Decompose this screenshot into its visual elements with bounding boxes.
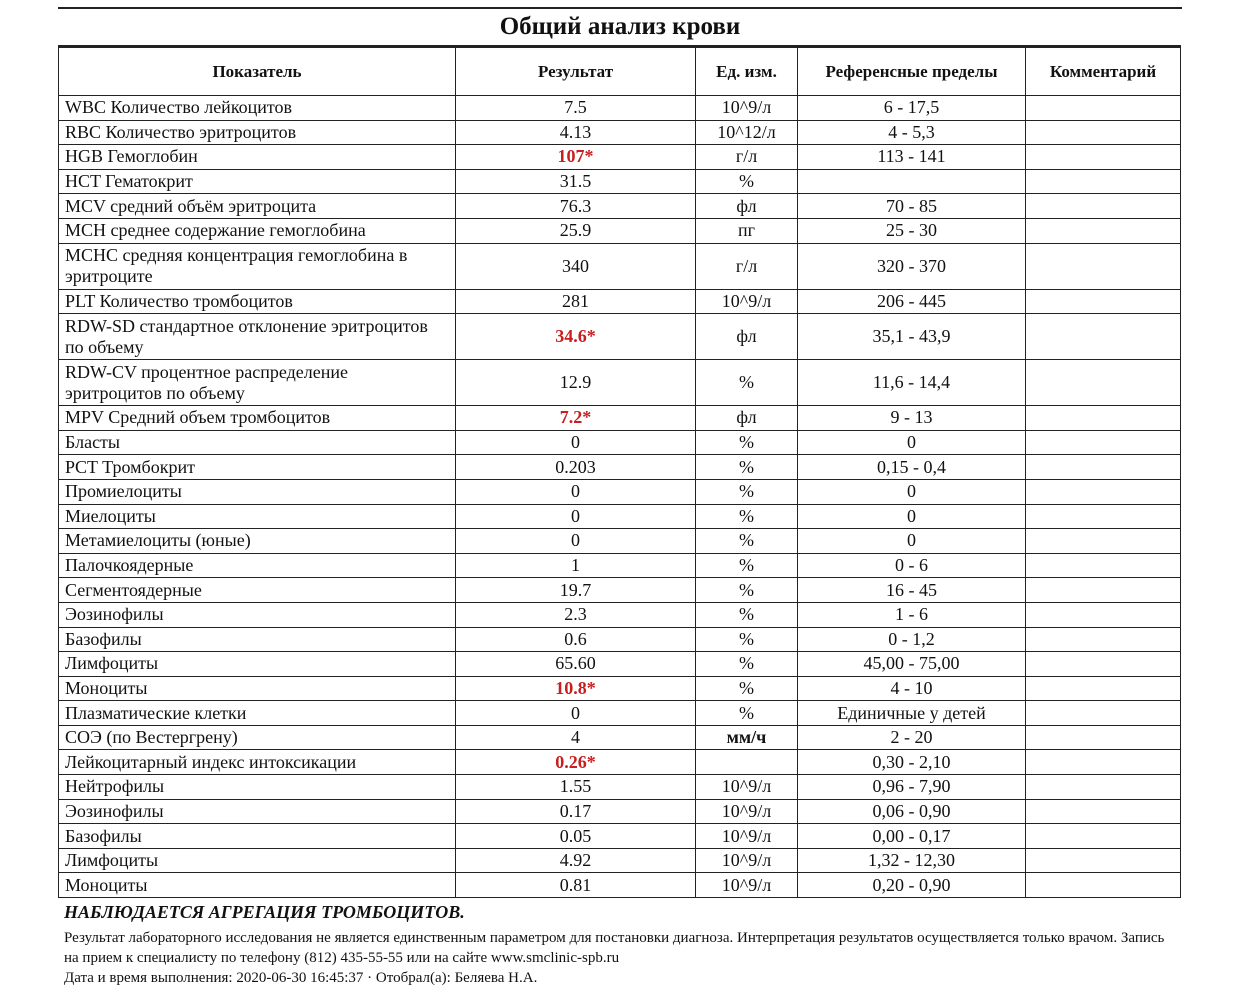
results-body — [59, 96, 1181, 898]
comment-cell — [1026, 725, 1181, 750]
results-table — [58, 45, 1181, 898]
column-header-comment: Комментарий — [1026, 47, 1181, 96]
reference-range-cell: 0 — [798, 529, 1026, 554]
reference-range-cell: 113 - 141 — [798, 145, 1026, 170]
result-cell: 65.60 — [456, 652, 696, 677]
table-row — [59, 602, 1181, 627]
param-cell: MCHC средняя концентрация гемоглобина в эритроците — [59, 243, 456, 289]
table-row — [59, 775, 1181, 800]
reference-range-cell: 9 - 13 — [798, 406, 1026, 431]
comment-cell — [1026, 314, 1181, 360]
table-row — [59, 676, 1181, 701]
param-cell: Плазматические клетки — [59, 701, 456, 726]
param-cell: Базофилы — [59, 627, 456, 652]
result-cell: 0.203 — [456, 455, 696, 480]
comment-cell — [1026, 578, 1181, 603]
param-cell: Промиелоциты — [59, 479, 456, 504]
table-row — [59, 169, 1181, 194]
reference-range-cell: 4 - 5,3 — [798, 120, 1026, 145]
reference-range-cell: 206 - 445 — [798, 289, 1026, 314]
reference-range-cell: 2 - 20 — [798, 725, 1026, 750]
table-row — [59, 96, 1181, 121]
report-title: Общий анализ крови — [499, 13, 741, 40]
comment-cell — [1026, 289, 1181, 314]
result-cell: 107* — [456, 145, 696, 170]
table-row — [59, 289, 1181, 314]
table-row — [59, 504, 1181, 529]
comment-cell — [1026, 775, 1181, 800]
reference-range-cell: 0 - 1,2 — [798, 627, 1026, 652]
comment-cell — [1026, 360, 1181, 406]
param-cell: Моноциты — [59, 873, 456, 898]
param-cell: RDW-CV процентное распределение эритроцитов по объему — [59, 360, 456, 406]
result-cell: 7.2* — [456, 406, 696, 431]
result-cell: 12.9 — [456, 360, 696, 406]
param-cell: Нейтрофилы — [59, 775, 456, 800]
reference-range-cell: 0 — [798, 504, 1026, 529]
unit-cell: % — [696, 676, 798, 701]
table-row — [59, 529, 1181, 554]
unit-cell: пг — [696, 218, 798, 243]
platelet-aggregation-note: НАБЛЮДАЕТСЯ АГРЕГАЦИЯ ТРОМБОЦИТОВ. — [64, 902, 465, 922]
reference-range-cell: 0,96 - 7,90 — [798, 775, 1026, 800]
result-cell: 0.05 — [456, 824, 696, 849]
table-row — [59, 652, 1181, 677]
comment-cell — [1026, 873, 1181, 898]
table-row — [59, 145, 1181, 170]
result-cell: 0 — [456, 701, 696, 726]
result-cell: 0.6 — [456, 627, 696, 652]
footer-line: Дата и время выполнения: 2020-06-30 16:45:37 · Отобрал(а): Беляева Н.А. — [64, 970, 538, 986]
param-cell: MPV Средний объем тромбоцитов — [59, 406, 456, 431]
param-cell: PLT Количество тромбоцитов — [59, 289, 456, 314]
table-row — [59, 455, 1181, 480]
param-cell: MCV средний объём эритроцита — [59, 194, 456, 219]
unit-cell: 10^9/л — [696, 873, 798, 898]
param-cell: Эозинофилы — [59, 602, 456, 627]
result-cell: 0 — [456, 504, 696, 529]
reference-range-cell: 0,15 - 0,4 — [798, 455, 1026, 480]
reference-range-cell — [798, 169, 1026, 194]
param-cell: Базофилы — [59, 824, 456, 849]
reference-range-cell: 25 - 30 — [798, 218, 1026, 243]
comment-cell — [1026, 529, 1181, 554]
param-cell: Метамиелоциты (юные) — [59, 529, 456, 554]
table-row — [59, 430, 1181, 455]
result-cell: 10.8* — [456, 676, 696, 701]
unit-cell: 10^9/л — [696, 848, 798, 873]
unit-cell: 10^12/л — [696, 120, 798, 145]
unit-cell: фл — [696, 194, 798, 219]
unit-cell: % — [696, 479, 798, 504]
reference-range-cell: 11,6 - 14,4 — [798, 360, 1026, 406]
comment-cell — [1026, 750, 1181, 775]
result-cell: 1.55 — [456, 775, 696, 800]
result-cell: 25.9 — [456, 218, 696, 243]
reference-range-cell: 0,30 - 2,10 — [798, 750, 1026, 775]
result-cell: 0.26* — [456, 750, 696, 775]
unit-cell: 10^9/л — [696, 775, 798, 800]
param-cell: Эозинофилы — [59, 799, 456, 824]
param-cell: WBC Количество лейкоцитов — [59, 96, 456, 121]
reference-range-cell: 4 - 10 — [798, 676, 1026, 701]
comment-cell — [1026, 652, 1181, 677]
param-cell: HCT Гематокрит — [59, 169, 456, 194]
reference-range-cell: 1,32 - 12,30 — [798, 848, 1026, 873]
unit-cell: г/л — [696, 243, 798, 289]
reference-range-cell: 16 - 45 — [798, 578, 1026, 603]
reference-range-cell: 6 - 17,5 — [798, 96, 1026, 121]
result-cell: 7.5 — [456, 96, 696, 121]
reference-range-cell: 0 — [798, 430, 1026, 455]
table-row — [59, 479, 1181, 504]
comment-cell — [1026, 799, 1181, 824]
param-cell: Бласты — [59, 430, 456, 455]
param-cell: MCH среднее содержание гемоглобина — [59, 218, 456, 243]
unit-cell: 10^9/л — [696, 824, 798, 849]
unit-cell: 10^9/л — [696, 96, 798, 121]
reference-range-cell: 0,06 - 0,90 — [798, 799, 1026, 824]
param-cell: PCT Тромбокрит — [59, 455, 456, 480]
reference-range-cell: 320 - 370 — [798, 243, 1026, 289]
comment-cell — [1026, 120, 1181, 145]
table-row — [59, 120, 1181, 145]
comment-cell — [1026, 430, 1181, 455]
table-row — [59, 314, 1181, 360]
table-row — [59, 799, 1181, 824]
result-cell: 4 — [456, 725, 696, 750]
table-row — [59, 750, 1181, 775]
unit-cell: % — [696, 504, 798, 529]
comment-cell — [1026, 194, 1181, 219]
unit-cell: % — [696, 169, 798, 194]
comment-cell — [1026, 455, 1181, 480]
reference-range-cell: Единичные у детей — [798, 701, 1026, 726]
param-cell: Миелоциты — [59, 504, 456, 529]
param-cell: Моноциты — [59, 676, 456, 701]
unit-cell: % — [696, 553, 798, 578]
comment-cell — [1026, 169, 1181, 194]
comment-cell — [1026, 701, 1181, 726]
table-row — [59, 701, 1181, 726]
top-rule — [58, 7, 1182, 9]
comment-cell — [1026, 824, 1181, 849]
unit-cell: г/л — [696, 145, 798, 170]
param-cell: Палочкоядерные — [59, 553, 456, 578]
reference-range-cell: 0,00 - 0,17 — [798, 824, 1026, 849]
table-row — [59, 406, 1181, 431]
unit-cell: % — [696, 529, 798, 554]
reference-range-cell: 0 — [798, 479, 1026, 504]
param-cell: Лимфоциты — [59, 652, 456, 677]
unit-cell: % — [696, 652, 798, 677]
param-cell: HGB Гемоглобин — [59, 145, 456, 170]
table-row — [59, 194, 1181, 219]
table-row — [59, 725, 1181, 750]
table-row — [59, 627, 1181, 652]
comment-cell — [1026, 243, 1181, 289]
result-cell: 340 — [456, 243, 696, 289]
result-cell: 4.92 — [456, 848, 696, 873]
reference-range-cell: 1 - 6 — [798, 602, 1026, 627]
comment-cell — [1026, 553, 1181, 578]
table-row — [59, 578, 1181, 603]
param-cell: RDW-SD стандартное отклонение эритроцитов по объему — [59, 314, 456, 360]
param-cell: СОЭ (по Вестергрену) — [59, 725, 456, 750]
result-cell: 281 — [456, 289, 696, 314]
unit-cell: % — [696, 455, 798, 480]
unit-cell: 10^9/л — [696, 289, 798, 314]
result-cell: 0 — [456, 529, 696, 554]
result-cell: 19.7 — [456, 578, 696, 603]
table-header-row — [59, 47, 1181, 96]
unit-cell: фл — [696, 406, 798, 431]
comment-cell — [1026, 145, 1181, 170]
comment-cell — [1026, 96, 1181, 121]
unit-cell: % — [696, 360, 798, 406]
unit-cell: фл — [696, 314, 798, 360]
comment-cell — [1026, 676, 1181, 701]
result-cell: 0 — [456, 479, 696, 504]
table-row — [59, 824, 1181, 849]
unit-cell: % — [696, 701, 798, 726]
unit-cell: 10^9/л — [696, 799, 798, 824]
comment-cell — [1026, 479, 1181, 504]
param-cell: RBC Количество эритроцитов — [59, 120, 456, 145]
comment-cell — [1026, 218, 1181, 243]
result-cell: 0 — [456, 430, 696, 455]
result-cell: 2.3 — [456, 602, 696, 627]
param-cell: Сегментоядерные — [59, 578, 456, 603]
table-row — [59, 848, 1181, 873]
table-row — [59, 873, 1181, 898]
reference-range-cell: 35,1 - 43,9 — [798, 314, 1026, 360]
result-cell: 4.13 — [456, 120, 696, 145]
disclaimer-text: Результат лабораторного исследования не является единственным параметром для постановки диагноза. Интерпретация результатов осуществляется только врачом. Запись на прием к специалисту по телефону (812) 435-55-55 или на сайте www.smclinic-spb.ru — [64, 930, 1165, 966]
table-row — [59, 243, 1181, 289]
unit-cell: % — [696, 578, 798, 603]
reference-range-cell: 45,00 - 75,00 — [798, 652, 1026, 677]
unit-cell — [696, 750, 798, 775]
column-header-result: Результат — [456, 47, 696, 96]
reference-range-cell: 0 - 6 — [798, 553, 1026, 578]
table-row — [59, 218, 1181, 243]
comment-cell — [1026, 406, 1181, 431]
result-cell: 1 — [456, 553, 696, 578]
column-header-param: Показатель — [59, 47, 456, 96]
param-cell: Лейкоцитарный индекс интоксикации — [59, 750, 456, 775]
comment-cell — [1026, 602, 1181, 627]
result-cell: 0.81 — [456, 873, 696, 898]
reference-range-cell: 0,20 - 0,90 — [798, 873, 1026, 898]
unit-cell: % — [696, 430, 798, 455]
unit-cell: % — [696, 602, 798, 627]
column-header-unit: Ед. изм. — [696, 47, 798, 96]
table-row — [59, 360, 1181, 406]
result-cell: 34.6* — [456, 314, 696, 360]
unit-cell: % — [696, 627, 798, 652]
comment-cell — [1026, 627, 1181, 652]
column-header-ref: Референсные пределы — [798, 47, 1026, 96]
result-cell: 31.5 — [456, 169, 696, 194]
table-row — [59, 553, 1181, 578]
comment-cell — [1026, 848, 1181, 873]
reference-range-cell: 70 - 85 — [798, 194, 1026, 219]
unit-cell: мм/ч — [696, 725, 798, 750]
param-cell: Лимфоциты — [59, 848, 456, 873]
comment-cell — [1026, 504, 1181, 529]
result-cell: 76.3 — [456, 194, 696, 219]
result-cell: 0.17 — [456, 799, 696, 824]
